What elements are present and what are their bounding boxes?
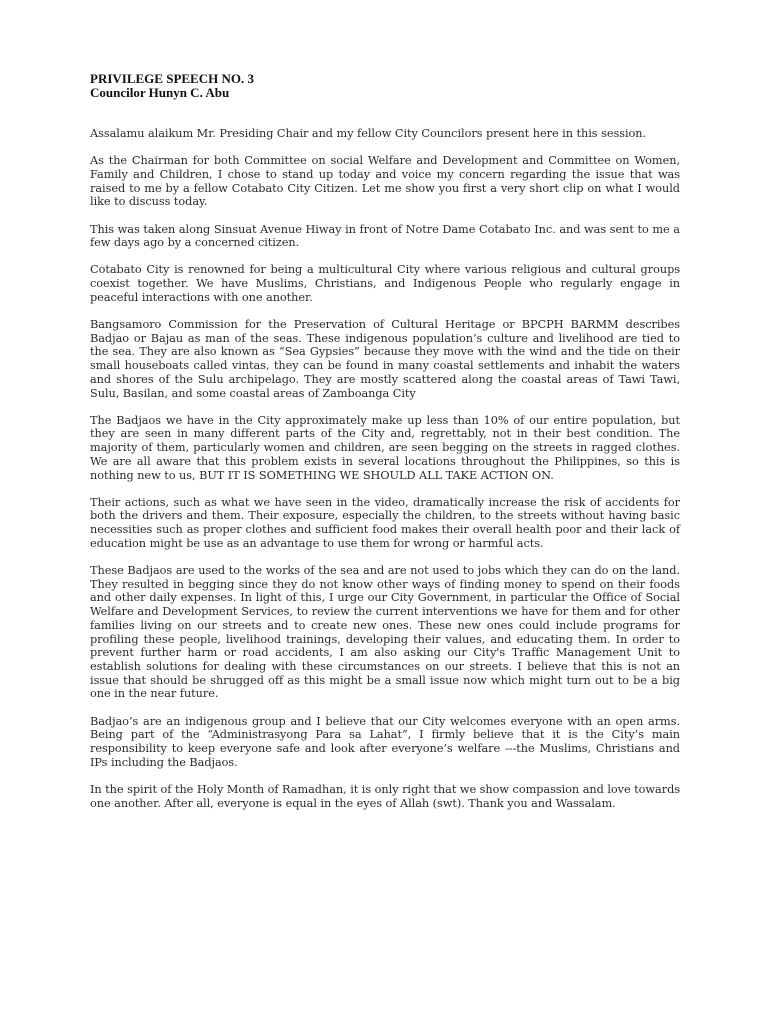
speaker-name: Councilor Hunyn C. Abu [90, 85, 230, 100]
paragraph-closing: In the spirit of the Holy Month of Ramadhan, it is only right that we show compassion and love towards one another. After all, everyone is equal in the eyes of Allah (swt). Thank you and Wassalam. [90, 782, 680, 810]
paragraph-video-context: This was taken along Sinsuat Avenue Hiway in front of Notre Dame Cotabato Inc. and was sent to me a few days ago by a concerned citizen. [90, 222, 680, 250]
speech-title: PRIVILEGE SPEECH NO. 3 [90, 71, 254, 86]
paragraph-introduction: As the Chairman for both Committee on social Welfare and Development and Committee on Women, Family and Children, I chose to stand up today and voice my concern regarding the issue that was raised to me by a fellow Cotabato City Citizen. Let me show you first a very short clip on what I would like to discuss today. [90, 154, 680, 209]
paragraph-badjao-description: Bangsamoro Commission for the Preservation of Cultural Heritage or BPCPH BARMM describes Badjao or Bajau as man of the seas. These indigenous population’s culture and livelihood are tied to the sea. They are also known as “Sea Gypsies” because they move with the wind and the tide on their small houseboats called vintas, they can be found in many coastal settlements and inhabit the waters and shores of the Sulu archipelago. They are mostly scattered along the coastal areas of Tawi Tawi, Sulu, Basilan, and some coastal areas of Zamboanga City [90, 318, 680, 400]
paragraph-greeting: Assalamu alaikum Mr. Presiding Chair and my fellow City Councilors present here in this session. [90, 127, 647, 140]
paragraph-risks: Their actions, such as what we have seen in the video, dramatically increase the risk of accidents for both the drivers and them. Their exposure, especially the children, to the streets without having basic necessities such as proper clothes and sufficient food makes their overall health poor and their lack of education might be use as an advantage to use them for wrong or harmful acts. [90, 495, 680, 550]
paragraph-cotabato-city: Cotabato City is renowned for being a multicultural City where various religious and cultural groups coexist together. We have Muslims, Christians, and Indigenous People who regularly engage in peaceful interactions with one another. [90, 263, 680, 304]
document-body [90, 72, 680, 824]
paragraph-population: The Badjaos we have in the City approximately make up less than 10% of our entire population, but they are seen in many different parts of the City and, regrettably, not in their best condition. The majority of them, particularly women and children, are seen begging on the streets in ragged clothes. We are all aware that this problem exists in several locations throughout the Philippines, so this is nothing new to us, BUT IT IS SOMETHING WE SHOULD ALL TAKE ACTION ON. [90, 413, 680, 482]
paragraph-recommendations: These Badjaos are used to the works of the sea and are not used to jobs which they can do on the land. They resulted in begging since they do not know other ways of finding money to spend on their foods and other daily expenses. In light of this, I urge our City Government, in particular the Office of Social Welfare and Development Services, to review the current interventions we have for them and for other families living on our streets and to create new ones. These new ones could include programs for profiling these people, livelihood trainings, developing their values, and educating them. In order to prevent further harm or road accidents, I am also asking our City's Traffic Management Unit to establish solutions for dealing with these circumstances on our streets. I believe that this is not an issue that should be shrugged off as this might be a small issue now which might turn out to be a big one in the near future. [90, 564, 680, 701]
paragraph-welfare: Badjao’s are an indigenous group and I believe that our City welcomes everyone with an open arms. Being part of the “Administrasyong Para sa Lahat”, I firmly believe that it is the City’s main responsibility to keep everyone safe and look after everyone’s welfare ---the Muslims, Christians and IPs including the Badjaos. [90, 714, 680, 769]
